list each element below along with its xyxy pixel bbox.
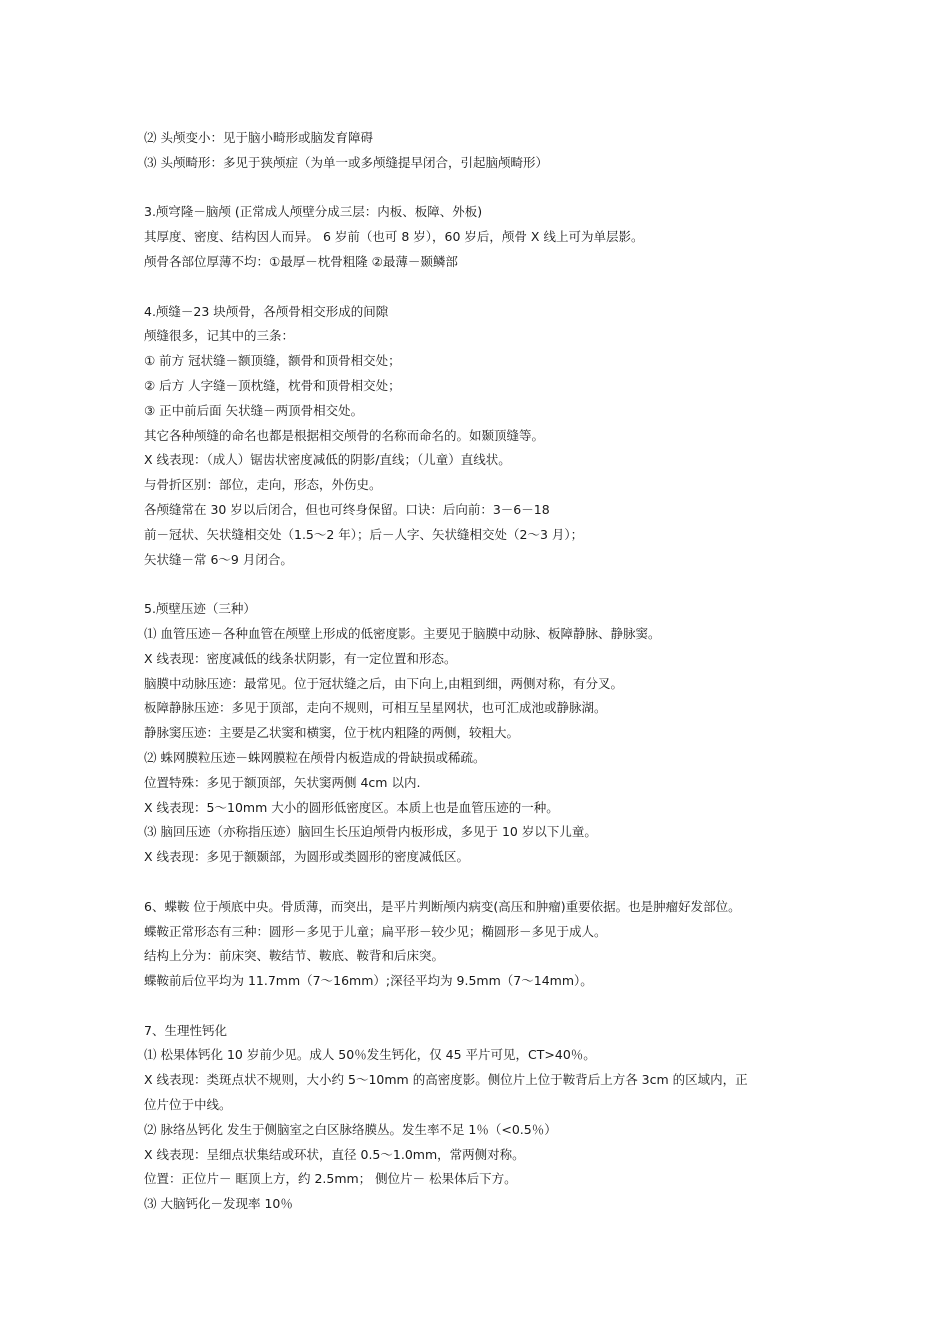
text-line: 位置特殊：多见于额顶部，矢状窦两侧 4cm 以内. — [144, 774, 421, 790]
text-line: ⑶ 头颅畸形：多见于狭颅症（为单一或多颅缝提早闭合，引起脑颅畸形） — [144, 154, 548, 170]
text-line: 结构上分为：前床突、鞍结节、鞍底、鞍背和后床突。 — [144, 948, 445, 964]
text-line: 位片位于中线。 — [144, 1097, 232, 1113]
text-line: 板障静脉压迹：多见于顶部，走向不规则，可相互呈星网状，也可汇成池或静脉湖。 — [144, 700, 607, 716]
text-line: ③ 正中前后面 矢状缝－两顶骨相交处。 — [144, 402, 364, 418]
text-line: 矢状缝－常 6～9 月闭合。 — [144, 551, 293, 567]
blank-line — [144, 994, 824, 1019]
text-line: 其它各种颅缝的命名也都是根据相交颅骨的名称而命名的。如颞顶缝等。 — [144, 427, 545, 443]
text-line: ⑴ 松果体钙化 10 岁前少见。成人 50％发生钙化，仅 45 平片可见，CT>40％。 — [144, 1047, 596, 1063]
text-line: ① 前方 冠状缝－额顶缝，额骨和顶骨相交处； — [144, 353, 401, 369]
section-heading: 3.颅穹隆－脑颅 (正常成人颅壁分成三层：内板、板障、外板) — [144, 204, 483, 220]
text-line: 脑膜中动脉压迹：最常见。位于冠状缝之后，由下向上,由粗到细，两侧对称，有分叉。 — [144, 675, 623, 691]
blank-line — [144, 572, 824, 597]
section-heading: 5.颅壁压迹（三种） — [144, 601, 256, 617]
section-heading: 6、蝶鞍 位于颅底中央。骨质薄，而突出，是平片判断颅内病变(高压和肿瘤)重要依据。也是肿瘤好发部位。 — [144, 898, 741, 914]
text-line: 蝶鞍正常形态有三种：圆形－多见于儿童；扁平形－较少见；椭圆形－多见于成人。 — [144, 923, 607, 939]
blank-line — [144, 870, 824, 895]
section-heading: 4.颅缝－23 块颅骨，各颅骨相交形成的间隙 — [144, 303, 389, 319]
text-line: 与骨折区别：部位，走向，形态，外伤史。 — [144, 477, 382, 493]
text-line: X 线表现：类斑点状不规则，大小约 5～10mm 的高密度影。侧位片上位于鞍背后上方各 3cm 的区域内，正 — [144, 1072, 748, 1088]
text-line: 前－冠状、矢状缝相交处（1.5～2 年）；后－人字、矢状缝相交处（2～3 月）； — [144, 526, 584, 542]
text-line: ⑴ 血管压迹－各种血管在颅壁上形成的低密度影。主要见于脑膜中动脉、板障静脉、静脉窦。 — [144, 625, 661, 641]
text-line: 静脉窦压迹：主要是乙状窦和横窦，位于枕内粗隆的两侧，较粗大。 — [144, 725, 520, 741]
section-heading: 7、生理性钙化 — [144, 1022, 227, 1038]
text-line: 蝶鞍前后位平均为 11.7mm（7～16mm）;深径平均为 9.5mm（7～14mm）。 — [144, 973, 593, 989]
blank-line — [144, 176, 824, 201]
text-line: 颅骨各部位厚薄不均：①最厚－枕骨粗隆 ②最薄－颞鳞部 — [144, 253, 458, 269]
text-line: ⑵ 蛛网膜粒压迹－蛛网膜粒在颅骨内板造成的骨缺损或稀疏。 — [144, 749, 486, 765]
text-line: ⑶ 脑回压迹（亦称指压迹）脑回生长压迫颅骨内板形成，多见于 10 岁以下儿童。 — [144, 824, 597, 840]
blank-line — [144, 275, 824, 300]
text-line: 颅缝很多，记其中的三条： — [144, 328, 295, 344]
text-line: X 线表现：5～10mm 大小的圆形低密度区。本质上也是血管压迹的一种。 — [144, 799, 559, 815]
text-line: 位置：正位片－ 眶顶上方，约 2.5mm； 侧位片－ 松果体后下方。 — [144, 1171, 517, 1187]
text-line: X 线表现：多见于额颞部，为圆形或类圆形的密度减低区。 — [144, 849, 470, 865]
text-line: X 线表现：密度减低的线条状阴影，有一定位置和形态。 — [144, 650, 457, 666]
text-line: ② 后方 人字缝－顶枕缝，枕骨和顶骨相交处； — [144, 377, 401, 393]
text-line: ⑵ 脉络丛钙化 发生于侧脑室之白区脉络膜丛。发生率不足 1％（<0.5％） — [144, 1121, 557, 1137]
text-line: ⑵ 头颅变小：见于脑小畸形或脑发育障碍 — [144, 130, 373, 145]
text-line: X 线表现：呈细点状集结或环状，直径 0.5～1.0mm，常两侧对称。 — [144, 1146, 525, 1162]
text-line: 其厚度、密度、结构因人而异。 6 岁前（也可 8 岁），60 岁后，颅骨 X 线上可为单层影。 — [144, 229, 644, 245]
text-line: X 线表现：（成人）锯齿状密度减低的阴影/直线；（儿童）直线状。 — [144, 452, 511, 468]
document-page — [144, 126, 824, 1217]
text-line: 各颅缝常在 30 岁以后闭合，但也可终身保留。口诀：后向前：3－6－18 — [144, 501, 550, 517]
text-line: ⑶ 大脑钙化－发现率 10％ — [144, 1196, 293, 1212]
